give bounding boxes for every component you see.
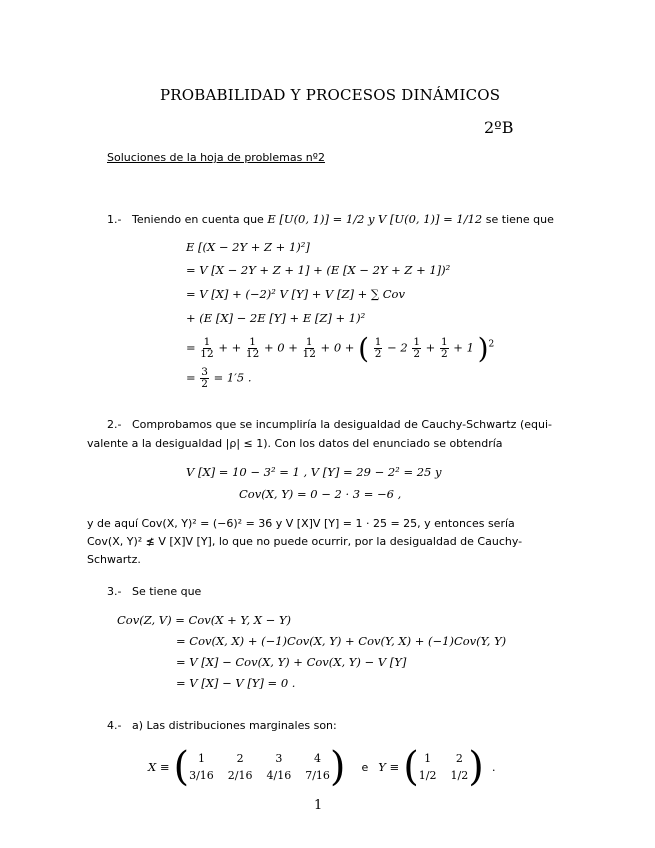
- problem-2-line-5: Schwartz.: [87, 553, 141, 566]
- problem-2-line-3: y de aquí Cov(X, Y)² = (−6)² = 36 y V [X]V [Y] = 1 · 25 = 25, y entonces sería: [87, 517, 515, 530]
- p1-line-5: = $\frac{1}{12}$ + + $\frac{1}{12}$ + 0 + $\frac{1}{12}$ + 0 + ( $\frac{1}{2}$ − 2 $\frac{1}{2}$ + $\frac{1}{2}$ + 1 )$^2$: [186, 332, 495, 365]
- p2-eq-2: Cov(X, Y) = 0 − 2 · 3 = −6 ,: [239, 487, 402, 501]
- p2-eq-1: V [X] = 10 − 3² = 1 , V [Y] = 29 − 2² = 25 y: [186, 465, 442, 479]
- page-title: PROBABILIDAD Y PROCESOS DINÁMICOS: [160, 86, 501, 104]
- problem-3-intro: 3.- Se tiene que: [107, 585, 202, 598]
- problem-4-intro: 4.- a) Las distribuciones marginales son:: [107, 719, 337, 732]
- p4-marginals: X ≡ ( 1 2 3 4 3/16 2/16 4/16 7/16 ) e Y ≡ ( 1 2 1/2 1/2 ) .: [148, 744, 496, 790]
- p1-line-3: = V [X] + (−2)² V [Y] + V [Z] + ∑ Cov: [186, 287, 405, 301]
- p1-line-1: E [(X − 2Y + Z + 1)²]: [186, 240, 310, 254]
- problem-2-line-1: 2.- Comprobamos que se incumpliría la desigualdad de Cauchy-Schwartz (equi-: [107, 418, 552, 431]
- problem-2-line-4: Cov(X, Y)² ≰ V [X]V [Y], lo que no puede ocurrir, por la desigualdad de Cauchy-: [87, 535, 523, 548]
- p1-line-4: + (E [X] − 2E [Y] + E [Z] + 1)²: [186, 311, 366, 325]
- subtitle: Soluciones de la hoja de problemas nº2: [107, 151, 325, 164]
- problem-label: 1.-: [107, 213, 122, 226]
- p3-line-4: = V [X] − V [Y] = 0 .: [176, 676, 296, 690]
- problem-label: 2.-: [107, 418, 122, 431]
- course-label: 2ºB: [484, 118, 514, 137]
- p1-line-2: = V [X − 2Y + Z + 1] + (E [X − 2Y + Z + 1])²: [186, 263, 451, 277]
- page-number: 1: [314, 798, 323, 813]
- problem-label: 4.-: [107, 719, 122, 732]
- p3-line-2: = Cov(X, X) + (−1)Cov(X, Y) + Cov(Y, X) + (−1)Cov(Y, Y): [176, 634, 507, 648]
- y-distribution-matrix: 1 2 1/2 1/2: [418, 752, 469, 782]
- p3-line-1: Cov(Z, V) = Cov(X + Y, X − Y): [117, 613, 292, 627]
- problem-label: 3.-: [107, 585, 122, 598]
- problem-2-line-2: valente a la desigualdad |ρ| ≤ 1). Con los datos del enunciado se obtendría: [87, 437, 503, 450]
- p3-line-3: = V [X] − Cov(X, Y) + Cov(X, Y) − V [Y]: [176, 655, 407, 669]
- x-distribution-matrix: 1 2 3 4 3/16 2/16 4/16 7/16: [189, 752, 330, 782]
- problem-1-intro: 1.- Teniendo en cuenta que E [U(0, 1)] = 1/2 y V [U(0, 1)] = 1/12 se tiene que: [107, 212, 554, 226]
- p1-line-6: = $\frac{3}{2}$ = 1′5 .: [186, 366, 252, 390]
